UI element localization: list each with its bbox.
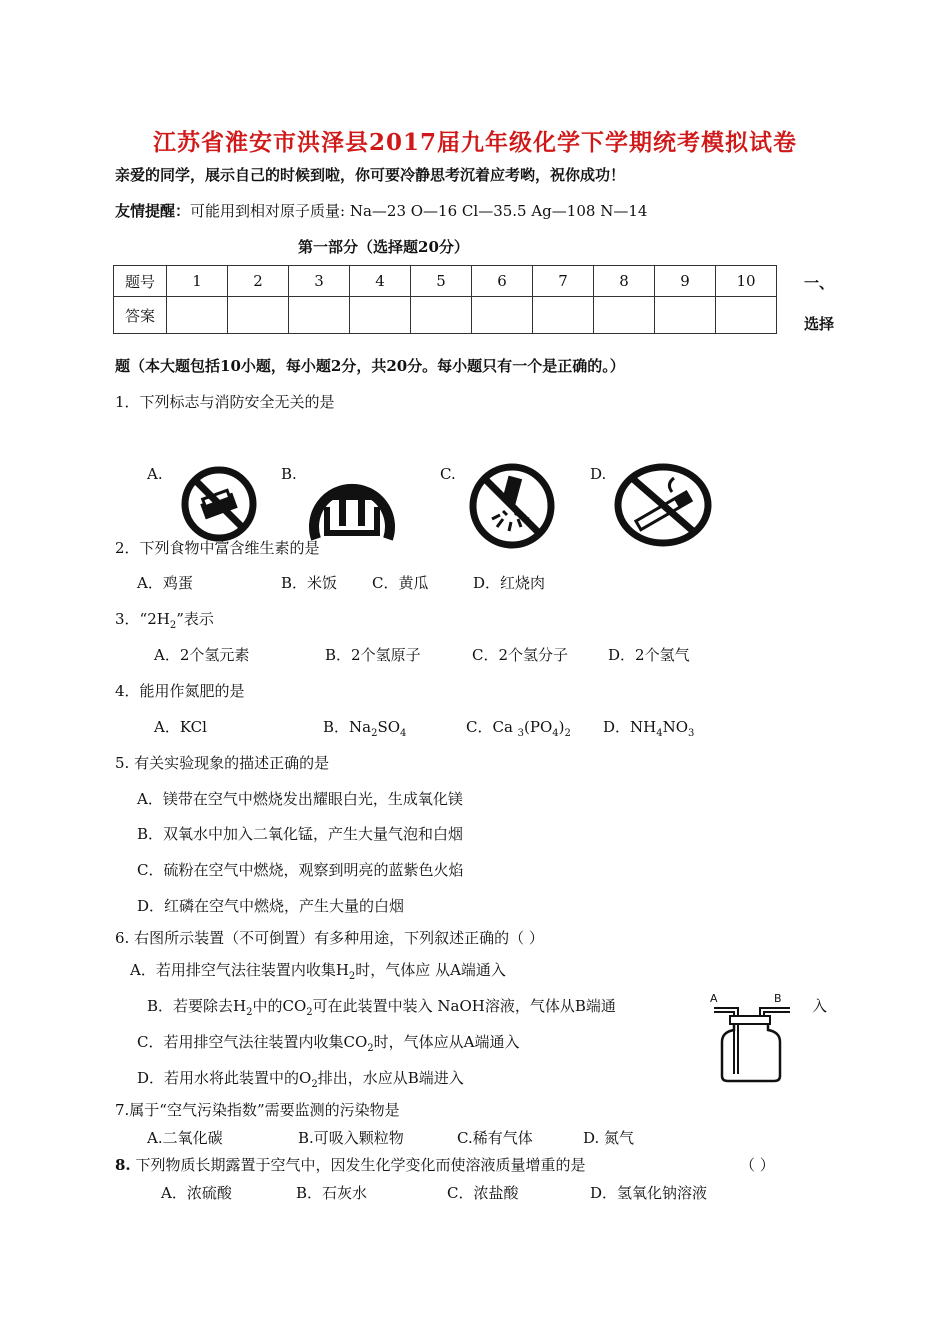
question-4-option-d bbox=[603, 716, 694, 739]
question-7-option-c: C.稀有气体 bbox=[457, 1129, 533, 1147]
question-1-option-a: A. bbox=[147, 465, 163, 483]
answer-cell[interactable] bbox=[411, 297, 472, 334]
q6b-mid: 中的CO bbox=[252, 997, 307, 1015]
answer-table-row2-label: 答案 bbox=[114, 297, 167, 334]
answer-table-number: 5 bbox=[411, 266, 472, 297]
question-8-option-b: B．石灰水 bbox=[296, 1184, 368, 1202]
q4c-sub2: 4 bbox=[552, 728, 559, 739]
question-3-stem-sub: 2 bbox=[169, 620, 177, 631]
answer-cell[interactable] bbox=[228, 297, 289, 334]
question-3-option-c: C．2个氢分子 bbox=[472, 646, 569, 664]
answer-cell[interactable] bbox=[594, 297, 655, 334]
question-7-stem: 7.属于“空气污染指数”需要监测的污染物是 bbox=[115, 1101, 400, 1119]
answer-table-row1-label: 题号 bbox=[114, 266, 167, 297]
q4d-sub2: 3 bbox=[688, 728, 695, 739]
question-8-number: 8. bbox=[115, 1156, 131, 1174]
section-heading-part-a: 一、 bbox=[804, 274, 835, 292]
q4c-mid2: ) bbox=[558, 718, 565, 736]
question-7-option-b: B.可吸入颗粒物 bbox=[298, 1129, 404, 1147]
question-4-option-b bbox=[323, 716, 406, 739]
diagram-label-b: B bbox=[774, 992, 782, 1005]
q6b-pre: B．若要除去H bbox=[147, 997, 247, 1015]
q6a-pre: A．若用排空气法往装置内收集H bbox=[130, 961, 349, 979]
question-2-option-b: B．米饭 bbox=[281, 574, 338, 592]
question-5-stem: 5. 有关实验现象的描述正确的是 bbox=[115, 754, 330, 772]
no-smoking-icon bbox=[612, 462, 714, 548]
answer-table-number: 6 bbox=[472, 266, 533, 297]
answer-cell[interactable] bbox=[289, 297, 350, 334]
answer-cell[interactable] bbox=[167, 297, 228, 334]
q4d-sub1: 4 bbox=[656, 728, 663, 739]
q4c-sub3: 2 bbox=[564, 728, 571, 739]
question-2-option-c: C．黄瓜 bbox=[372, 574, 429, 592]
question-4-option-c bbox=[466, 716, 571, 739]
q6a-sub: 2 bbox=[348, 971, 356, 982]
section-instructions: 题（本大题包括10小题，每小题2分，共20分。每小题只有一个是正确的。） bbox=[115, 357, 625, 375]
reminder-text: 可能用到相对原子质量: Na—23 O—16 Cl—35.5 Ag—108 N—14 bbox=[190, 202, 648, 220]
q4b-mid: SO bbox=[377, 718, 401, 736]
q6d-pre: D．若用水将此装置中的O bbox=[137, 1069, 312, 1087]
page-title: 江苏省淮安市洪泽县2017届九年级化学下学期统考模拟试卷 bbox=[152, 129, 797, 156]
question-1-option-d: D. bbox=[590, 465, 607, 483]
question-2-option-a: A．鸡蛋 bbox=[137, 574, 193, 592]
question-3-option-a: A．2个氢元素 bbox=[154, 646, 250, 664]
no-bricks-icon bbox=[178, 464, 262, 544]
greeting: 亲爱的同学，展示自己的时候到啦，你可要冷静思考沉着应考哟，祝你成功！ bbox=[115, 166, 626, 184]
question-8-text: 下列物质长期露置于空气中，因发生化学变化而使溶液质量增重的是 bbox=[130, 1156, 586, 1174]
q6a-post: 时，气体应 从A端通入 bbox=[355, 961, 506, 979]
question-2-option-d: D．红烧肉 bbox=[473, 574, 546, 592]
answer-table-number: 10 bbox=[716, 266, 777, 297]
question-6-option-d bbox=[137, 1067, 464, 1090]
answer-table-number: 7 bbox=[533, 266, 594, 297]
question-5-option-c: C．硫粉在空气中燃烧，观察到明亮的蓝紫色火焰 bbox=[137, 861, 464, 879]
answer-cell[interactable] bbox=[716, 297, 777, 334]
question-8-option-d: D．氢氧化钠溶液 bbox=[590, 1184, 708, 1202]
q4b-pre: B．Na bbox=[323, 718, 372, 736]
q6c-sub: 2 bbox=[367, 1043, 374, 1054]
q6d-sub: 2 bbox=[311, 1079, 318, 1090]
answer-table-number: 8 bbox=[594, 266, 655, 297]
question-3-option-b: B．2个氢原子 bbox=[325, 646, 421, 664]
question-6-option-a bbox=[130, 959, 506, 982]
question-7-option-d: D. 氮气 bbox=[583, 1129, 635, 1147]
question-8-option-a: A．浓硫酸 bbox=[161, 1184, 232, 1202]
question-6-option-b-tail: 入 bbox=[812, 997, 828, 1015]
q6c-post: 时，气体应从A端通入 bbox=[373, 1033, 520, 1051]
q4d-mid: NO bbox=[662, 718, 689, 736]
q4d-pre: D．NH bbox=[603, 718, 657, 736]
q4b-sub1: 2 bbox=[371, 728, 378, 739]
question-8-stem bbox=[115, 1154, 585, 1175]
answer-cell[interactable] bbox=[655, 297, 716, 334]
answer-table-number: 9 bbox=[655, 266, 716, 297]
question-5-option-a: A．镁带在空气中燃烧发出耀眼白光，生成氧化镁 bbox=[137, 790, 463, 808]
diagram-label-a: A bbox=[710, 992, 718, 1005]
answer-table-number-row bbox=[114, 266, 777, 297]
reminder bbox=[115, 200, 647, 221]
question-8-option-c: C．浓盐酸 bbox=[447, 1184, 519, 1202]
q4c-pre: C．Ca bbox=[466, 718, 518, 736]
gas-washing-bottle-diagram bbox=[704, 986, 800, 1084]
question-6-option-b bbox=[147, 995, 616, 1018]
answer-table bbox=[113, 265, 777, 334]
question-3-stem-post: ”表示 bbox=[176, 610, 214, 628]
no-fireworks-icon bbox=[467, 461, 557, 551]
q6b-post: 可在此装置中装入 NaOH溶液，气体从B端通 bbox=[312, 997, 616, 1015]
section-heading-part-b: 选择 bbox=[804, 315, 835, 333]
question-5-option-b: B．双氧水中加入二氧化锰，产生大量气泡和白烟 bbox=[137, 825, 464, 843]
question-4-option-a: A．KCl bbox=[154, 718, 207, 736]
reminder-label: 友情提醒： bbox=[115, 202, 191, 220]
question-5-option-d: D．红磷在空气中燃烧，产生大量的白烟 bbox=[137, 897, 405, 915]
answer-table-number: 2 bbox=[228, 266, 289, 297]
question-3-stem bbox=[115, 608, 214, 631]
answer-cell[interactable] bbox=[533, 297, 594, 334]
q6c-pre: C．若用排空气法往装置内收集CO bbox=[137, 1033, 368, 1051]
question-1-option-b: B. bbox=[281, 465, 297, 483]
question-4-stem: 4．能用作氮肥的是 bbox=[115, 682, 245, 700]
answer-table-number: 3 bbox=[289, 266, 350, 297]
part1-title: 第一部分（选择题20分） bbox=[298, 238, 469, 256]
question-3-option-d: D．2个氢气 bbox=[608, 646, 690, 664]
question-3-stem-pre: 3．“2H bbox=[115, 610, 170, 628]
answer-cell[interactable] bbox=[472, 297, 533, 334]
question-6-option-c bbox=[137, 1031, 519, 1054]
question-8-answer-bracket: （ ） bbox=[740, 1156, 775, 1174]
answer-table-answer-row bbox=[114, 297, 777, 334]
question-1-stem: 1．下列标志与消防安全无关的是 bbox=[115, 393, 335, 411]
question-2-stem: 2．下列食物中富含维生素的是 bbox=[115, 539, 320, 557]
q6b-sub2: 2 bbox=[306, 1007, 313, 1018]
question-6-stem: 6. 右图所示装置（不可倒置）有多种用途，下列叙述正确的（ ） bbox=[115, 929, 544, 947]
q6b-sub1: 2 bbox=[246, 1007, 253, 1018]
answer-cell[interactable] bbox=[350, 297, 411, 334]
q4b-sub2: 4 bbox=[400, 728, 407, 739]
answer-table-number: 4 bbox=[350, 266, 411, 297]
question-1-option-c: C. bbox=[440, 465, 456, 483]
question-7-option-a: A.二氧化碳 bbox=[147, 1129, 223, 1147]
q6d-post: 排出，水应从B端进入 bbox=[317, 1069, 464, 1087]
q4c-sub1: 3 bbox=[517, 728, 525, 739]
q4c-mid: (PO bbox=[524, 718, 553, 736]
answer-table-number: 1 bbox=[167, 266, 228, 297]
